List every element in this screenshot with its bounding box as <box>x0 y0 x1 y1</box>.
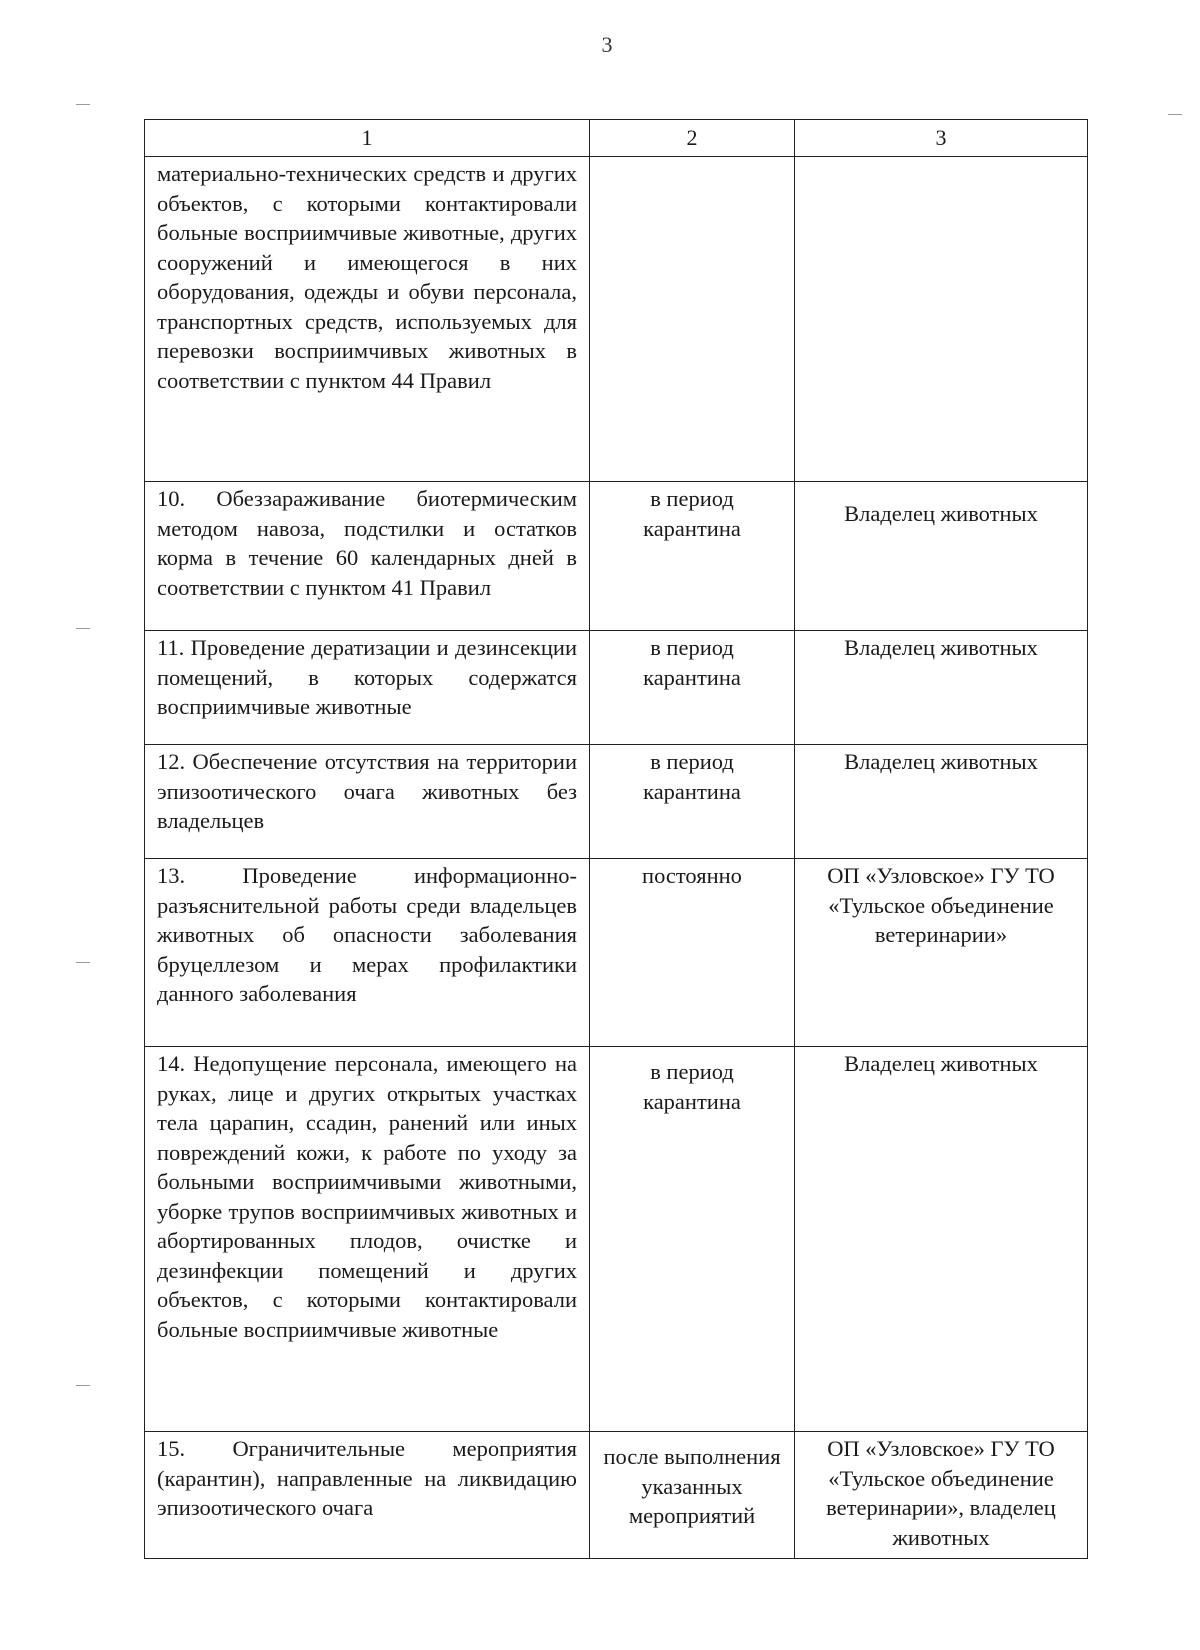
table-row <box>145 1432 1088 1559</box>
column-header: 2 <box>590 120 795 157</box>
measure-cell: 11. Проведение дератизации и дезинсекции помещений, в которых содержатся восприимчивые животные <box>145 631 590 745</box>
page-number: 3 <box>601 32 613 57</box>
responsible-cell: Владелец животных <box>795 482 1088 631</box>
responsible-cell: Владелец животных <box>795 631 1088 745</box>
period-cell: после выполнения указанных мероприятий <box>590 1432 795 1559</box>
responsible-cell: ОП «Узловское» ГУ ТО «Тульское объединение ветеринарии», владелец животных <box>795 1432 1088 1559</box>
measure-cell: 14. Недопущение персонала, имеющего на руках, лице и других открытых участках тела царапин, ссадин, ранений или иных повреждений кожи, к работе по уходу за больными восприимчивыми животными, уборке трупов восприимчивых животных и абортированных плодов, очистке и дезинфекции помещений и других объектов, с которыми контактировали больные восприимчивые животные <box>145 1047 590 1432</box>
table-row <box>145 631 1088 745</box>
period-cell <box>590 157 795 482</box>
scan-mark <box>1168 114 1182 115</box>
scan-mark <box>76 1385 90 1386</box>
table-row <box>145 1047 1088 1432</box>
table-row <box>145 157 1088 482</box>
column-header: 3 <box>795 120 1088 157</box>
period-cell: в период карантина <box>590 1047 795 1432</box>
responsible-cell: Владелец животных <box>795 745 1088 859</box>
period-cell: в период карантина <box>590 745 795 859</box>
responsible-cell: Владелец животных <box>795 1047 1088 1432</box>
measures-table <box>144 119 1088 1559</box>
column-header: 1 <box>145 120 590 157</box>
measure-cell: материально-технических средств и других объектов, с которыми контактировали больные восприимчивые животные, других сооружений и имеющегося в них оборудования, одежды и обуви персонала, транспортных средств, используемых для перевозки восприимчивых животных в соответствии с пунктом 44 Правил <box>145 157 590 482</box>
period-cell: в период карантина <box>590 631 795 745</box>
scan-mark <box>76 962 90 963</box>
scan-mark <box>76 104 90 105</box>
responsible-cell: ОП «Узловское» ГУ ТО «Тульское объединение ветеринарии» <box>795 859 1088 1047</box>
table-row <box>145 482 1088 631</box>
table-row <box>145 859 1088 1047</box>
table-header-row <box>145 120 1088 157</box>
measure-cell: 10. Обеззараживание биотермическим методом навоза, подстилки и остатков корма в течение 60 календарных дней в соответствии с пунктом 41 Правил <box>145 482 590 631</box>
measure-cell: 15. Ограничительные мероприятия (карантин), направленные на ликвидацию эпизоотического очага <box>145 1432 590 1559</box>
measure-cell: 12. Обеспечение отсутствия на территории эпизоотического очага животных без владельцев <box>145 745 590 859</box>
responsible-cell <box>795 157 1088 482</box>
period-cell: постоянно <box>590 859 795 1047</box>
period-cell: в период карантина <box>590 482 795 631</box>
measure-cell: 13. Проведение информационно-разъяснительной работы среди владельцев животных об опасности заболевания бруцеллезом и мерах профилактики данного заболевания <box>145 859 590 1047</box>
table-row <box>145 745 1088 859</box>
scan-mark <box>76 628 90 629</box>
